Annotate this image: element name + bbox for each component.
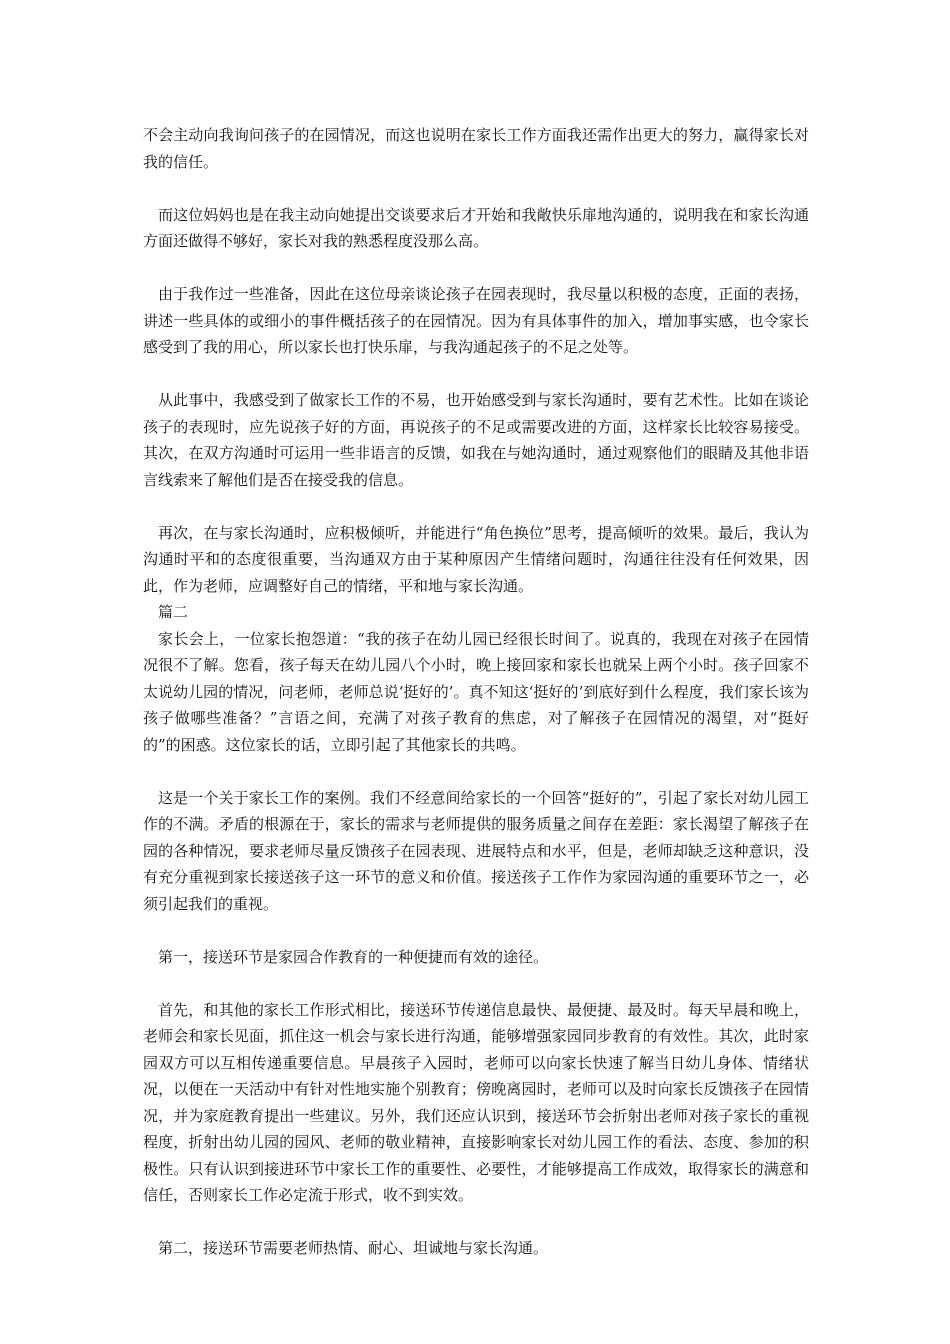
section-heading-pian-er: 篇二 [158,603,189,621]
paragraph-10: 第二，接送环节需要老师热情、耐心、坦诚地与家长沟通。 [158,1239,549,1257]
paragraph-8: 第一，接送环节是家园合作教育的一种便捷而有效的途径。 [158,947,549,966]
document-body [143,122,809,1288]
paragraph-6: 家长会上，一位家长抱怨道：“我的孩子在幼儿园已经很长时间了。说真的，我现在对孩子在园情况很不了解。您看，孩子每天在幼儿园八个小时，晚上接回家和家长也就呆上两个小时。孩子回家不太说幼儿园的情况，问老师，老师总说‘挺好的’。真不知这‘挺好的’到底好到什么程度，我们家长该为孩子做哪些准备？”言语之间，充满了对孩子教育的焦虑，对了解孩子在园情况的渴望，对“挺好的”的困惑。这位家长的话，立即引起了其他家长的共鸣。 [143,629,809,754]
paragraph-3: 由于我作过一些准备，因此在这位母亲谈论孩子在园表现时，我尽量以积极的态度，正面的表扬，讲述一些具体的或细小的事件概括孩子的在园情况。因为有具体事件的加入，增加事实感，也令家长感受到了我的用心，所以家长也打快乐扉，与我沟通起孩子的不足之处等。 [143,285,809,356]
paragraph-2: 而这位妈妈也是在我主动向她提出交谈要求后才开始和我敞快乐扉地沟通的，说明我在和家长沟通方面还做得不够好，家长对我的熟悉程度没那么高。 [143,205,809,250]
paragraph-7: 这是一个关于家长工作的案例。我们不经意间给家长的一个回答“挺好的”，引起了家长对幼儿园工作的不满。矛盾的根源在于，家长的需求与老师提供的服务质量之间存在差距：家长渴望了解孩子在园的各种情况，要求老师尽量反馈孩子在园表现、进展特点和水平，但是，老师却缺乏这种意识，没有充分重视到家长接送孩子这一环节的意义和价值。接送孩子工作作为家园沟通的重要环节之一，必须引起我们的重视。 [143,788,809,913]
paragraph-5: 再次，在与家长沟通时，应积极倾听，并能进行“角色换位”思考，提高倾听的效果。最后，我认为沟通时平和的态度很重要，当沟通双方由于某种原因产生情绪问题时，沟通往往没有任何效果，因此，作为老师，应调整好自己的情绪，平和地与家长沟通。 [143,523,809,595]
paragraph-4: 从此事中，我感受到了做家长工作的不易，也开始感受到与家长沟通时，要有艺术性。比如在谈论孩子的表现时，应先说孩子好的方面，再说孩子的不足或需要改进的方面，这样家长比较容易接受。其次，在双方沟通时可运用一些非语言的反馈，如我在与她沟通时，通过观察他们的眼睛及其他非语言线索来了解他们是否在接受我的信息。 [143,391,809,489]
paragraph-9: 首先，和其他的家长工作形式相比，接送环节传递信息最快、最便捷、最及时。每天早晨和晚上，老师会和家长见面，抓住这一机会与家长进行沟通，能够增强家园同步教育的有效性。其次，此时家园双方可以互相传递重要信息。早晨孩子入园时，老师可以向家长快速了解当日幼儿身体、情绪状况，以便在一天活动中有针对性地实施个别教育；傍晚离园时，老师可以及时向家长反馈孩子在园情况，并为家庭教育提出一些建议。另外，我们还应认识到，接送环节会折射出老师对孩子家长的重视程度，折射出幼儿园的园风、老师的敬业精神，直接影响家长对幼儿园工作的看法、态度、参加的积极性。只有认识到接进环节中家长工作的重要性、必要性，才能够提高工作成效，取得家长的满意和信任，否则家长工作必定流于形式，收不到实效。 [143,1000,809,1204]
paragraph-1: 不会主动向我询问孩子的在园情况，而这也说明在家长工作方面我还需作出更大的努力，赢得家长对我的信任。 [143,126,809,171]
